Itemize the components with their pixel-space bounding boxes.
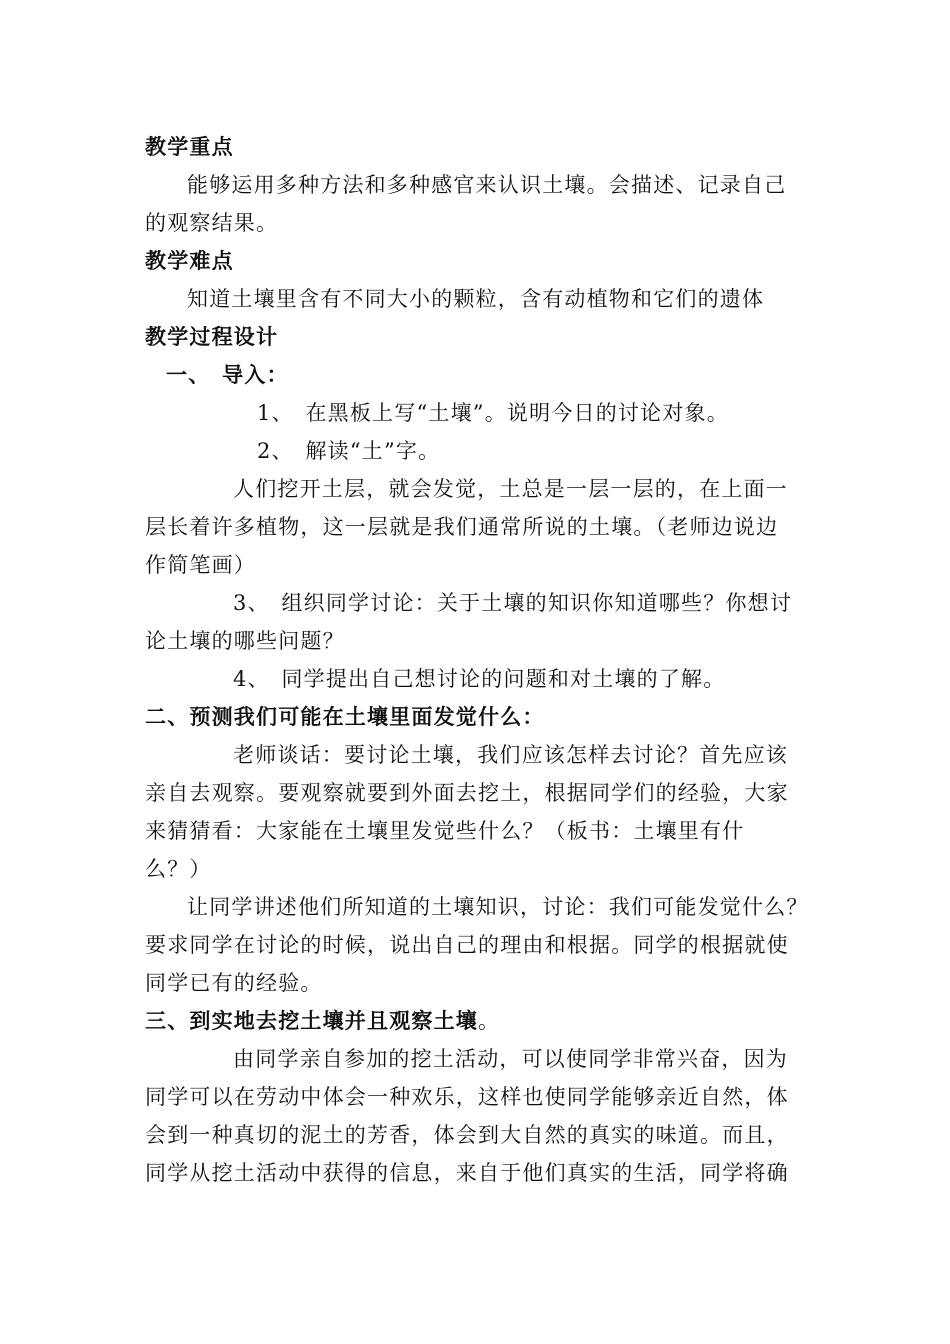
paragraph-line: 由同学亲自参加的挖土活动，可以使同学非常兴奋，因为 (233, 1047, 788, 1071)
paragraph-line: 同学可以在劳动中体会一种欢乐，这样也使同学能够亲近自然，体 (145, 1085, 789, 1109)
paragraph-line: 会到一种真切的泥土的芳香，体会到大自然的真实的味道。而且， (145, 1123, 789, 1147)
paragraph-line: 的观察结果。 (145, 211, 279, 235)
heading-teaching-process: 教学过程设计 (145, 324, 279, 349)
paragraph-line: 来猜猜看：大家能在土壤里发觉些什么？（板书：土壤里有什 (145, 819, 745, 843)
section-title-predict: 二、预测我们可能在土壤里面发觉什么： (145, 704, 545, 729)
list-item: 1、 在黑板上写“土壤”。说明今日的讨论对象。 (257, 401, 729, 425)
paragraph-line: 层长着许多植物，这一层就是我们通常所说的土壤。（老师边说边 (145, 515, 779, 539)
paragraph-line: 老师谈话：要讨论土壤，我们应该怎样去讨论？首先应该 (233, 743, 788, 767)
paragraph-line: 能够运用多种方法和多种感官来认识土壤。会描述、记录自己 (187, 173, 787, 197)
section-title-intro: 一、 导入： (166, 362, 289, 387)
section-title-dig (145, 1007, 805, 1035)
heading-teaching-difficulty: 教学难点 (145, 248, 234, 273)
paragraph-line: 同学从挖土活动中获得的信息，来自于他们真实的生活，同学将确 (145, 1161, 789, 1185)
paragraph-line: 要求同学在讨论的时候，说出自己的理由和根据。同学的根据就使 (145, 933, 789, 957)
paragraph-line: 让同学讲述他们所知道的土壤知识，讨论：我们可能发觉什么？ (187, 895, 809, 919)
list-item: 3、 组织同学讨论：关于土壤的知识你知道哪些？你想讨 (233, 591, 793, 615)
paragraph-line: 么？） (145, 857, 212, 881)
paragraph-line: 知道土壤里含有不同大小的颗粒，含有动植物和它们的遗体 (187, 287, 765, 311)
heading-teaching-focus: 教学重点 (145, 134, 234, 159)
paragraph-line: 亲自去观察。要观察就要到外面去挖土，根据同学们的经验，大家 (145, 781, 789, 805)
paragraph-line: 论土壤的哪些问题？ (145, 629, 345, 653)
paragraph-line: 同学已有的经验。 (145, 971, 323, 995)
list-item: 2、 解读“土”字。 (257, 439, 441, 463)
section-title-dig-text: 三、到实地去挖土壤并且观察土壤 (145, 1008, 478, 1033)
section-title-dig-end: 。 (478, 1009, 501, 1033)
paragraph-line: 人们挖开土层，就会发觉，土总是一层一层的，在上面一 (233, 477, 788, 501)
paragraph-line: 作简笔画） (145, 553, 256, 577)
list-item: 4、 同学提出自己想讨论的问题和对土壤的了解。 (233, 667, 726, 691)
